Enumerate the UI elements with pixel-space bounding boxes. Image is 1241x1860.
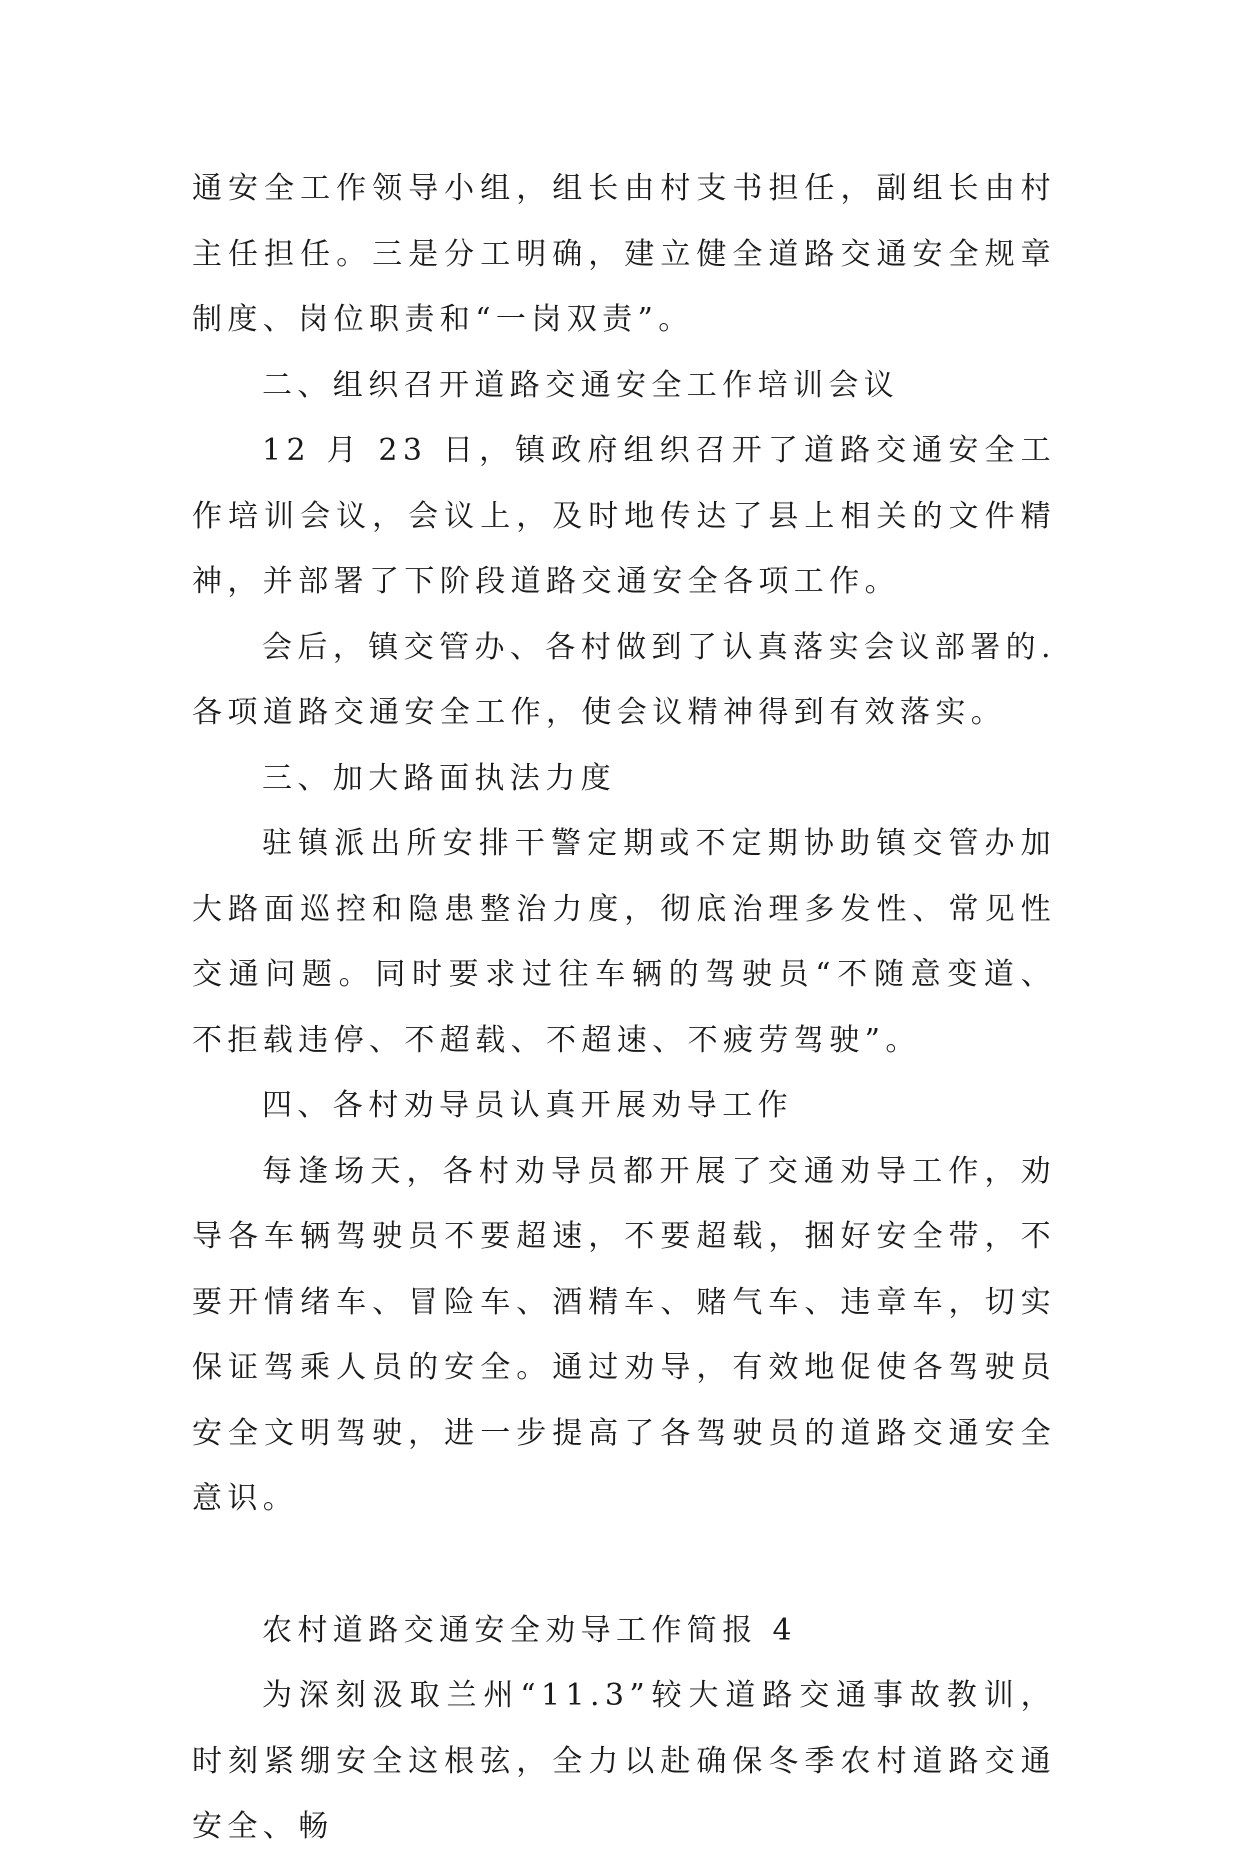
paragraph-meeting-follow-up: 会后，镇交管办、各村做到了认真落实会议部署的.各项道路交通安全工作，使会议精神得到有效落实。 <box>192 629 1056 730</box>
heading-road-enforcement: 三、加大路面执法力度 <box>262 760 616 796</box>
paragraph-leadership-group: 通安全工作领导小组，组长由村支书担任，副组长由村主任担任。三是分工明确，建立健全道路交通安全规章制度、岗位职责和“一岗双责”。 <box>192 171 1056 337</box>
paragraph-advisor-work: 每逢场天，各村劝导员都开展了交通劝导工作，劝导各车辆驾驶员不要超速，不要超载，捆好安全带，不要开情绪车、冒险车、酒精车、赌气车、违章车，切实保证驾乘人员的安全。通过劝导，有效地促使各驾驶员安全文明驾驶，进一步提高了各驾驶员的道路交通安全意识。 <box>192 1153 1056 1516</box>
paragraph-bulletin-intro: 为深刻汲取兰州“11.3”较大道路交通事故教训，时刻紧绷安全这根弦，全力以赴确保冬季农村道路交通安全、畅 <box>192 1678 1056 1844</box>
heading-village-advisors: 四、各村劝导员认真开展劝导工作 <box>262 1088 793 1123</box>
document-page <box>192 156 1056 1860</box>
bulletin-title: 农村道路交通安全劝导工作简报 4 <box>262 1612 798 1648</box>
paragraph-meeting-details: 12 月 23 日，镇政府组织召开了道路交通安全工作培训会议，会议上，及时地传达了县上相关的文件精神，并部署了下阶段道路交通安全各项工作。 <box>192 433 1056 599</box>
heading-training-meeting: 二、组织召开道路交通安全工作培训会议 <box>262 367 900 403</box>
paragraph-police-patrol: 驻镇派出所安排干警定期或不定期协助镇交管办加大路面巡控和隐患整治力度，彻底治理多发性、常见性交通问题。同时要求过往车辆的驾驶员“不随意变道、不拒载违停、不超载、不超速、不疲劳驾驶”。 <box>192 826 1056 1058</box>
section-gap <box>192 1532 1056 1598</box>
